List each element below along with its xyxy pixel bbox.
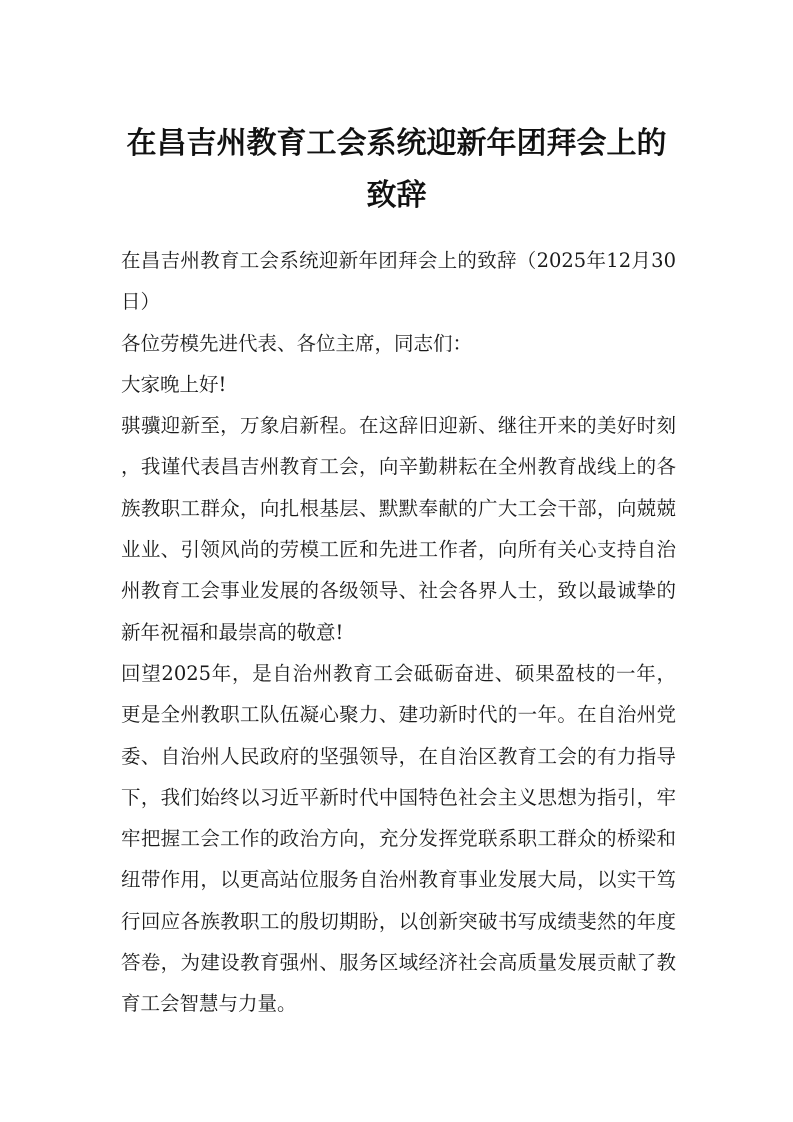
body-paragraph: 骐骥迎新至，万象启新程。在这辞旧迎新、继往开来的美好时刻，我谨代表昌吉州教育工会，向辛勤耕耘在全州教育战线上的各族教职工群众，向扎根基层、默默奉献的广大工会干部，向兢兢业业、引领风尚的劳模工匠和先进工作者，向所有关心支持自治州教育工会事业发展的各级领导、社会各界人士，致以最诚挚的新年祝福和最崇高的敬意! (121, 414, 676, 644)
subtitle-paragraph: 在昌吉州教育工会系统迎新年团拜会上的致辞（2025年12月30日） (121, 249, 676, 314)
salutation-paragraph: 各位劳模先进代表、各位主席，同志们： (121, 331, 473, 355)
title-line-2: 致辞 (366, 178, 427, 213)
document-title (100, 118, 693, 222)
document-body (121, 240, 676, 1025)
body-paragraph: 回望2025年，是自治州教育工会砥砺奋进、硕果盈枝的一年，更是全州教职工队伍凝心聚力、建功新时代的一年。在自治州党委、自治州人民政府的坚强领导，在自治区教育工会的有力指导下，我们始终以习近平新时代中国特色社会主义思想为指引，牢牢把握工会工作的政治方向，充分发挥党联系职工群众的桥梁和纽带作用，以更高站位服务自治州教育事业发展大局，以实干笃行回应各族教职工的殷切期盼，以创新突破书写成绩斐然的年度答卷，为建设教育强州、服务区域经济社会高质量发展贡献了教育工会智慧与力量。 (121, 661, 676, 1016)
title-line-1: 在昌吉州教育工会系统迎新年团拜会上的 (126, 126, 667, 161)
greeting-paragraph: 大家晚上好! (121, 372, 227, 396)
